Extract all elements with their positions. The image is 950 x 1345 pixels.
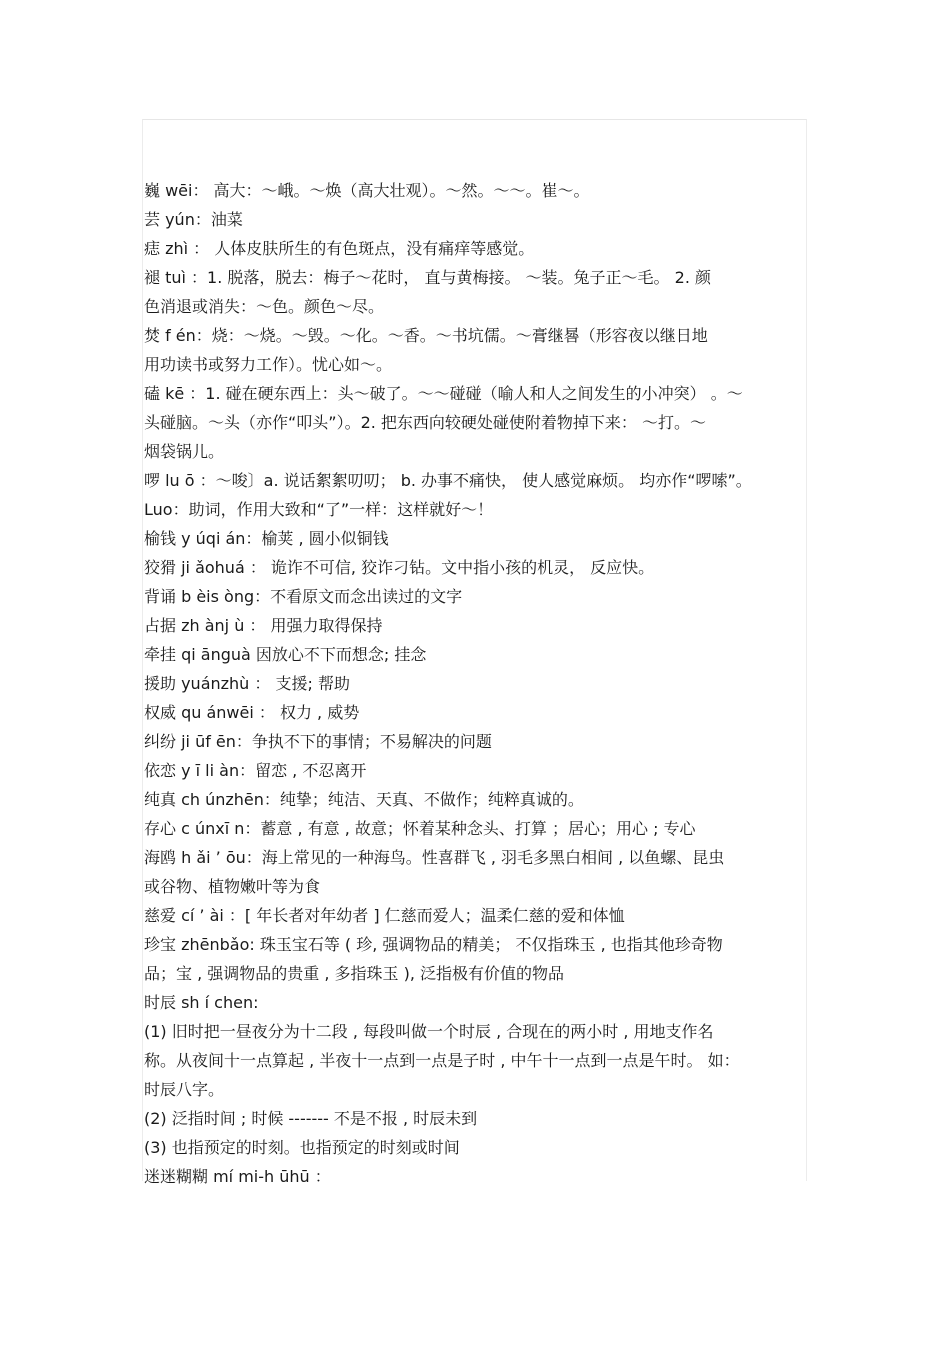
entry-line: 褪 tuì ：1. 脱落，脱去：梅子～花时， 直与黄梅接。 ～装。兔子正～毛。 2. 颜 [144, 268, 711, 287]
entry-line: 时辰八字。 [144, 1080, 225, 1099]
entry-line: 啰 lu ō ：～唆〕a. 说话絮絮叨叨； b. 办事不痛快， 使人感觉麻烦。 均亦作“啰嗦”。 [144, 471, 752, 490]
entry-line: (1) 旧时把一昼夜分为十二段 , 每段叫做一个时辰 , 合现在的两小时 , 用地支作名 [144, 1022, 714, 1041]
entry-line: 存心 c únxī n：蓄意 , 有意 , 故意；怀着某种念头、打算 ；居心；用心 ; 专心 [144, 819, 696, 838]
entry-line: (2) 泛指时间 ; 时候 ------- 不是不报 , 时辰未到 [144, 1109, 478, 1128]
entry-line: 品；宝 , 强调物品的贵重 , 多指珠玉 ), 泛指极有价值的物品 [144, 964, 565, 983]
entry-line: 纯真 ch únzhēn：纯挚；纯洁、天真、不做作；纯粹真诚的。 [144, 790, 584, 809]
entry-line: 海鸥 h ǎi ’ ōu：海上常见的一种海鸟。性喜群飞 , 羽毛多黑白相间 , 以鱼螺、昆虫 [144, 848, 725, 867]
entry-line: 占据 zh ànj ù ： 用强力取得保持 [144, 616, 383, 635]
entry-line: 用功读书或努力工作）。忧心如～。 [144, 355, 393, 374]
entry-line: 烟袋锅儿。 [144, 442, 225, 461]
entry-line: 慈爱 cí ’ ài ：[ 年长者对年幼者 ] 仁慈而爱人；温柔仁慈的爱和体恤 [144, 906, 625, 925]
entry-line: 权威 qu ánwēi ： 权力 , 威势 [144, 703, 360, 722]
entry-line: 称。从夜间十一点算起 , 半夜十一点到一点是子时 , 中午十一点到一点是午时。 如： [144, 1051, 740, 1070]
entry-line: 巍 wēi： 高大：～峨。～焕（高大壮观）。～然。～～。崔～。 [144, 181, 590, 200]
entry-line: 或谷物、植物嫩叶等为食 [144, 877, 321, 896]
entry-line: 珍宝 zhēnbǎo: 珠玉宝石等 ( 珍, 强调物品的精美； 不仅指珠玉 , 也指其他珍奇物 [144, 935, 723, 954]
document-body [144, 176, 808, 1191]
entry-line: 芸 yún：油菜 [144, 210, 243, 229]
entry-line: Luo：助词，作用大致和“了”一样：这样就好～！ [144, 500, 494, 519]
entry-line: 依恋 y ī li àn：留恋 , 不忍离开 [144, 761, 367, 780]
entry-line: 援助 yuánzhù ： 支援; 帮助 [144, 674, 350, 693]
entry-line: 焚 f én：烧：～烧。～毁。～化。～香。～书坑儒。～膏继晷（形容夜以继日地 [144, 326, 708, 345]
entry-line: (3) 也指预定的时刻。也指预定的时刻或时间 [144, 1138, 460, 1157]
entry-line: 时辰 sh í chen: [144, 993, 259, 1012]
entry-line: 磕 kē ：1. 碰在硬东西上：头～破了。～～碰碰（喻人和人之间发生的小冲突） 。～ [144, 384, 743, 403]
entry-line: 头碰脑。～头（亦作“叩头”）。2. 把东西向较硬处碰使附着物掉下来： ～打。～ [144, 413, 707, 432]
entry-line: 纠纷 ji ūf ēn：争执不下的事情；不易解决的问题 [144, 732, 492, 751]
entry-line: 背诵 b èis òng：不看原文而念出读过的文字 [144, 587, 463, 606]
entry-line: 牵挂 qi ānguà 因放心不下而想念; 挂念 [144, 645, 427, 664]
entry-line: 痣 zhì ： 人体皮肤所生的有色斑点，没有痛痒等感觉。 [144, 239, 535, 258]
entry-line: 榆钱 y úqi án：榆荚 , 圆小似铜钱 [144, 529, 389, 548]
entry-line: 狡猾 ji ǎohuá ： 诡诈不可信, 狡诈刁钻。文中指小孩的机灵， 反应快。 [144, 558, 655, 577]
entry-line: 迷迷糊糊 mí mi-h ūhū ： [144, 1167, 331, 1186]
entry-line: 色消退或消失：～色。颜色～尽。 [144, 297, 385, 316]
